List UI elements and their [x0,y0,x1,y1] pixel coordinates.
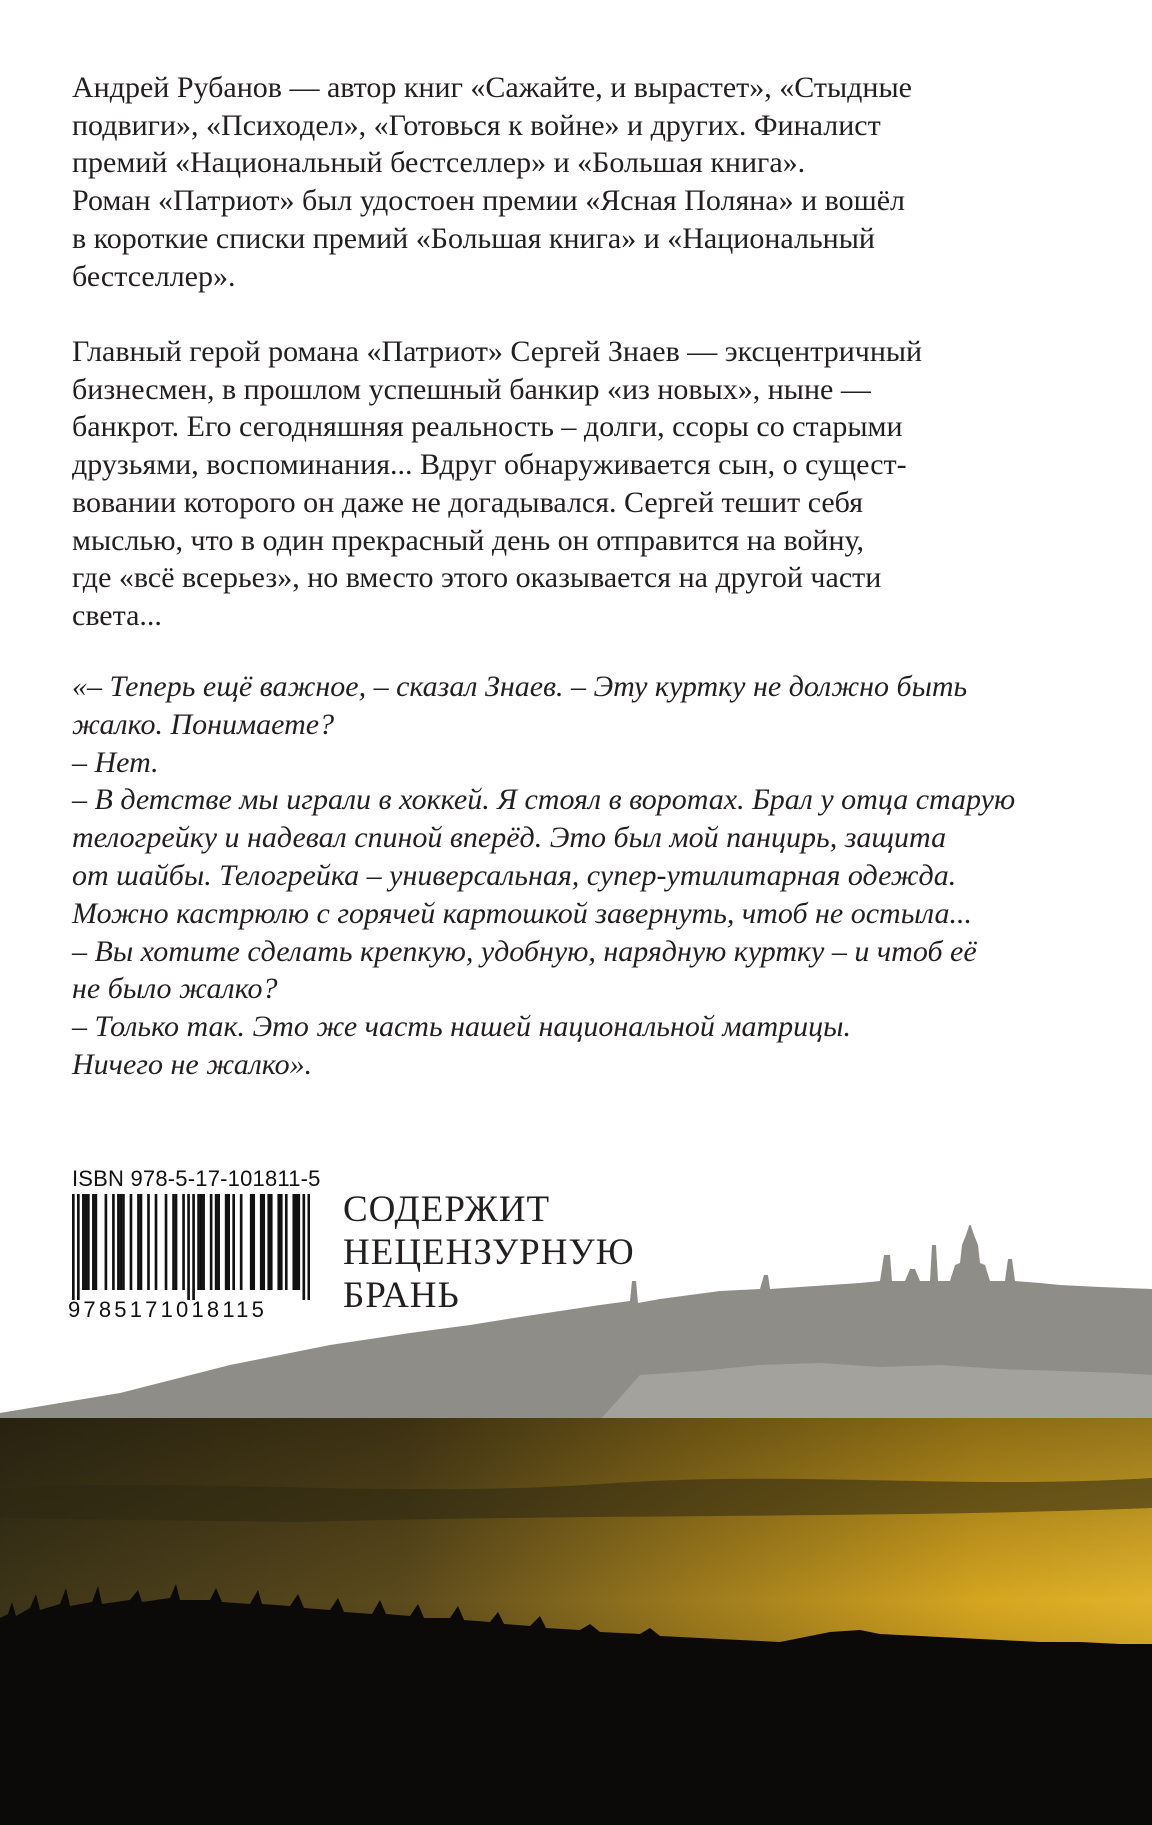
warning-line: НЕЦЕНЗУРНУЮ [343,1232,635,1273]
barcode-bar [92,1194,95,1290]
barcode-bar [260,1194,263,1290]
excerpt-line: – Только так. Это же часть нашей национальной матрицы. [72,1010,851,1044]
barcode-bar [227,1194,230,1290]
barcode-bar [200,1194,203,1290]
barcode-bar [240,1194,243,1290]
synopsis-line: бизнесмен, в прошлом успешный банкир «из новых», ныне — [72,372,871,406]
excerpt-line: от шайбы. Телогрейка – универсальная, супер-утилитарная одежда. [72,858,957,892]
barcode-bar [155,1194,158,1290]
about-author-line: в короткие списки премий «Большая книга» и «Национальный [72,221,875,255]
about-author-line: Андрей Рубанов — автор книг «Сажайте, и вырастет», «Стыдные [72,71,912,104]
excerpt-line: не было жалко? [72,972,278,1006]
barcode-bar [82,1194,85,1290]
barcode-bar [225,1194,228,1290]
barcode-bar [197,1194,200,1290]
synopsis-line: Главный герой романа «Патриот» Сергей Знаев — эксцентричный [72,335,923,368]
barcode-bar [87,1194,90,1290]
barcode-bar [295,1194,298,1290]
excerpt-line: жалко. Понимаете? [72,707,335,741]
excerpt-line: Можно кастрюлю с горячей картошкой завернуть, чтоб не остыла... [72,896,972,930]
barcode-bar [192,1194,195,1300]
barcode-bar [297,1194,300,1290]
excerpt-line: – В детстве мы играли в хоккей. Я стоял в воротах. Брал у отца старую [72,783,1016,817]
about-author-line: Роман «Патриот» был удостоен премии «Ясная Поляна» и вошёл [72,184,906,218]
barcode-bar [270,1194,273,1290]
about-author-line: бестселлер». [72,259,236,293]
synopsis-paragraph [72,333,1072,635]
barcode-bar [117,1194,120,1290]
barcode-bar [302,1194,305,1300]
barcode-bar [77,1194,80,1300]
barcode-bar [250,1194,253,1290]
barcode-bar [165,1194,168,1290]
barcode-bar [277,1194,280,1290]
barcode-bar [105,1194,108,1290]
barcode-bar [267,1194,270,1290]
barcode-bar [140,1194,143,1290]
barcode-digits: 9785171018115 [68,1297,268,1322]
about-author-line: премий «Национальный бестселлер» и «Большая книга». [72,146,806,180]
barcode-bar [187,1194,190,1300]
barcode-bar [262,1194,265,1290]
barcode-bar [285,1194,288,1290]
excerpt-line: – Нет. [72,745,159,779]
barcode-bar [95,1194,98,1290]
barcode-bar [217,1194,220,1290]
isbn-label: ISBN 978-5-17-101811-5 [72,1166,321,1191]
barcode-bar [280,1194,283,1290]
barcode-bar [112,1194,115,1290]
excerpt-line: «– Теперь ещё важное, – сказал Знаев. – Эту куртку не должно быть [72,670,968,703]
synopsis-line: где «всё всерьез», но вместо этого оказывается на другой части [72,561,882,595]
barcode-bar [85,1194,88,1290]
sunset-grass-photo [0,1418,1152,1825]
barcode-bar [215,1194,218,1290]
excerpt-line: – Вы хотите сделать крепкую, удобную, нарядную куртку – и чтоб её [72,934,977,968]
synopsis-line: вовании которого он даже не догадывался. Сергей тешит себя [72,485,864,519]
barcode-bar [137,1194,140,1290]
barcode-bar [147,1194,150,1290]
barcode-bar [292,1194,295,1290]
barcode-bar [172,1194,175,1290]
synopsis-line: друзьями, воспоминания... Вдруг обнаруживается сын, о сущест- [72,448,907,482]
about-author-line: подвиги», «Психодел», «Готовься к войне» и других. Финалист [72,108,881,142]
content-warning [343,1188,635,1317]
barcode-bar [307,1194,310,1300]
excerpt-line: Ничего не жалко». [72,1047,313,1081]
synopsis-line: света... [72,598,162,632]
warning-line: БРАНЬ [343,1275,460,1316]
barcode-bar [175,1194,178,1290]
barcode-bar [120,1194,123,1290]
barcode-bar [122,1194,125,1290]
barcode-bar [182,1194,185,1290]
barcode-bar [232,1194,235,1290]
warning-line: СОДЕРЖИТ [343,1189,551,1230]
synopsis-line: мыслью, что в один прекрасный день он отправится на войну, [72,523,865,557]
barcode-bar [202,1194,205,1290]
synopsis-line: банкрот. Его сегодняшняя реальность – долги, ссоры со старыми [72,410,903,444]
barcode-bar [252,1194,255,1290]
barcode-bar [72,1194,75,1300]
excerpt-line: телогрейку и надевал спиной вперёд. Это был мой панцирь, защита [72,821,947,855]
barcode-bar [210,1194,213,1290]
barcode-bar [130,1194,133,1290]
excerpt-quote [72,668,1072,1084]
about-author-paragraph [72,69,1072,295]
